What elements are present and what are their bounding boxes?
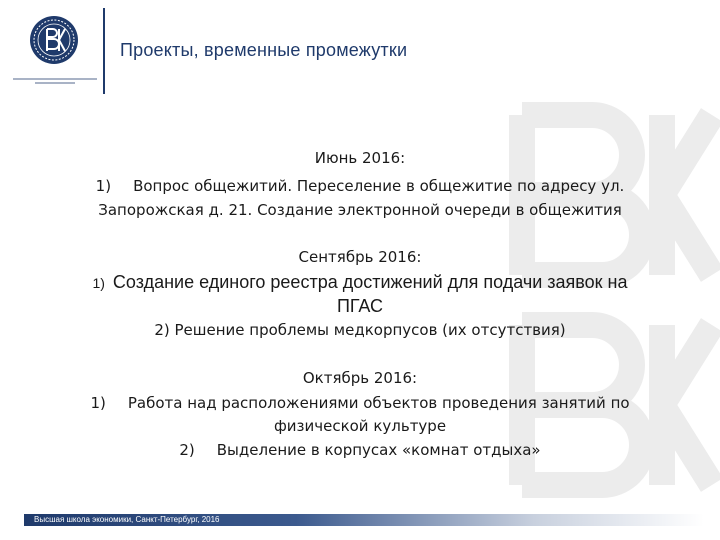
october-item-1-continued: физической культуре bbox=[273, 417, 447, 435]
hse-emblem-icon bbox=[28, 14, 80, 66]
list-number: 2) bbox=[179, 441, 195, 459]
logo-caption bbox=[12, 76, 98, 88]
june-heading: Июнь 2016: bbox=[314, 149, 406, 167]
september-heading: Сентябрь 2016: bbox=[298, 248, 422, 266]
logo bbox=[10, 6, 100, 94]
list-number: 1) bbox=[95, 177, 112, 195]
slide-footer bbox=[0, 506, 720, 526]
october-heading: Октябрь 2016: bbox=[302, 369, 418, 387]
list-item-text: Вопрос общежитий. Переселение в общежитие по адресу ул. bbox=[133, 177, 625, 195]
footer-text: Высшая школа экономики, Санкт-Петербург, 2016 bbox=[34, 515, 220, 524]
slide-header bbox=[0, 0, 720, 100]
october-item-2 bbox=[40, 440, 680, 461]
october-item-1 bbox=[40, 393, 680, 414]
june-item-1 bbox=[40, 176, 680, 197]
header-divider bbox=[103, 8, 105, 94]
slide-title: Проекты, временные промежутки bbox=[120, 40, 408, 60]
list-number: 1) bbox=[92, 275, 105, 291]
list-item-text: Работа над расположениями объектов проведения занятий по bbox=[127, 394, 630, 412]
september-item-2: 2) Решение проблемы медкорпусов (их отсутствия) bbox=[154, 321, 566, 339]
list-item-text: Создание единого реестра достижений для подачи заявок на bbox=[112, 272, 628, 292]
september-item-1 bbox=[40, 271, 680, 295]
list-number: 1) bbox=[90, 394, 106, 412]
list-item-text: Выделение в корпусах «комнат отдыха» bbox=[216, 441, 541, 459]
september-item-1-continued: ПГАС bbox=[336, 296, 384, 316]
june-item-1-continued: Запорожская д. 21. Создание электронной очереди в общежития bbox=[98, 201, 622, 219]
